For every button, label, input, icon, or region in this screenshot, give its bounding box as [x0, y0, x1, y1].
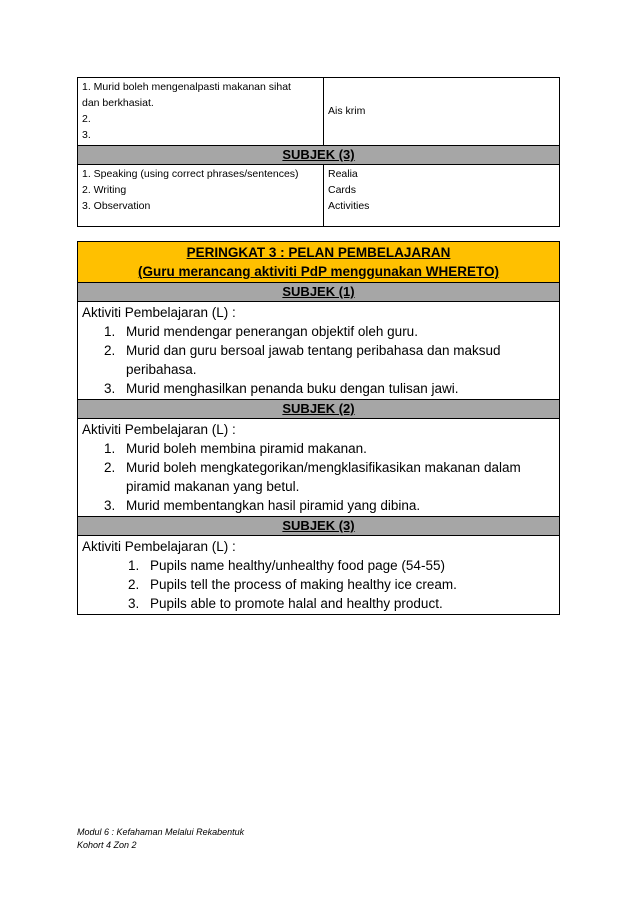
subjek-2-bar: [78, 400, 560, 419]
activity-intro: Aktiviti Pembelajaran (L) :: [82, 422, 236, 437]
table-row: [78, 78, 560, 146]
list-item: 1. Murid mendengar penerangan objektif oleh guru.: [104, 324, 418, 339]
list-item: 2. Pupils tell the process of making healthy ice cream.: [128, 577, 457, 592]
stage-subtitle: (Guru merancang aktiviti PdP menggunakan WHERETO): [137, 264, 500, 279]
main-table: [77, 241, 560, 615]
subjek-2-content: [78, 419, 560, 517]
footer-module: Modul 6 : Kefahaman Melalui Rekabentuk: [77, 827, 245, 837]
activity-list: [82, 439, 555, 515]
activity-intro: Aktiviti Pembelajaran (L) :: [82, 539, 236, 554]
resource-text: Ais krim: [328, 105, 366, 117]
material-line-1: Realia: [328, 168, 358, 180]
list-item: 2. Murid boleh mengkategorikan/mengklasifikasikan makanan dalam piramid makanan yang betul.: [104, 460, 521, 494]
material-line-2: Cards: [328, 184, 357, 196]
assessment-line-2: 2. Writing: [82, 184, 127, 196]
objective-line-3: 3.: [82, 129, 91, 141]
subjek-3-label: SUBJEK (3): [282, 147, 355, 162]
objective-line-1a: 1. Murid boleh mengenalpasti makanan sihat: [82, 81, 291, 93]
list-item: 2. Murid dan guru bersoal jawab tentang peribahasa dan maksud peribahasa.: [104, 343, 501, 377]
list-item: 1. Murid boleh membina piramid makanan.: [104, 441, 367, 456]
resource-cell: [324, 78, 560, 146]
objective-line-1b: dan berkhasiat.: [82, 97, 154, 109]
list-item: 3. Pupils able to promote halal and healthy product.: [128, 596, 443, 611]
assessment-line-3: 3. Observation: [82, 200, 151, 212]
activity-list: [82, 556, 555, 613]
list-item: 1. Pupils name healthy/unhealthy food page (54-55): [128, 558, 445, 573]
page-footer: [77, 826, 244, 852]
subjek-2-label: SUBJEK (2): [282, 401, 355, 416]
subjek-1-label: SUBJEK (1): [282, 284, 355, 299]
list-item: 3. Murid menghasilkan penanda buku dengan tulisan jawi.: [104, 381, 459, 396]
material-line-3: Activities: [328, 200, 370, 212]
materials-cell: [324, 165, 560, 227]
subjek-3-label: SUBJEK (3): [282, 518, 355, 533]
subjek-3-content: [78, 536, 560, 615]
list-item: 3. Murid membentangkan hasil piramid yang dibina.: [104, 498, 421, 513]
subjek-1-content: [78, 302, 560, 400]
stage-title: PERINGKAT 3 : PELAN PEMBELAJARAN: [186, 245, 451, 260]
activity-intro: Aktiviti Pembelajaran (L) :: [82, 305, 236, 320]
footer-cohort: Kohort 4 Zon 2: [77, 840, 137, 850]
table-row: [78, 165, 560, 227]
assessment-cell: [78, 165, 324, 227]
top-table: [77, 77, 560, 227]
stage-header: [78, 242, 560, 283]
objective-cell: [78, 78, 324, 146]
activity-list: [82, 322, 555, 398]
assessment-line-1: 1. Speaking (using correct phrases/sentences): [82, 168, 299, 180]
subjek-1-bar: [78, 283, 560, 302]
objective-line-2: 2.: [82, 113, 91, 125]
subjek-3-bar: [78, 517, 560, 536]
subjek-3-bar: [78, 146, 560, 165]
